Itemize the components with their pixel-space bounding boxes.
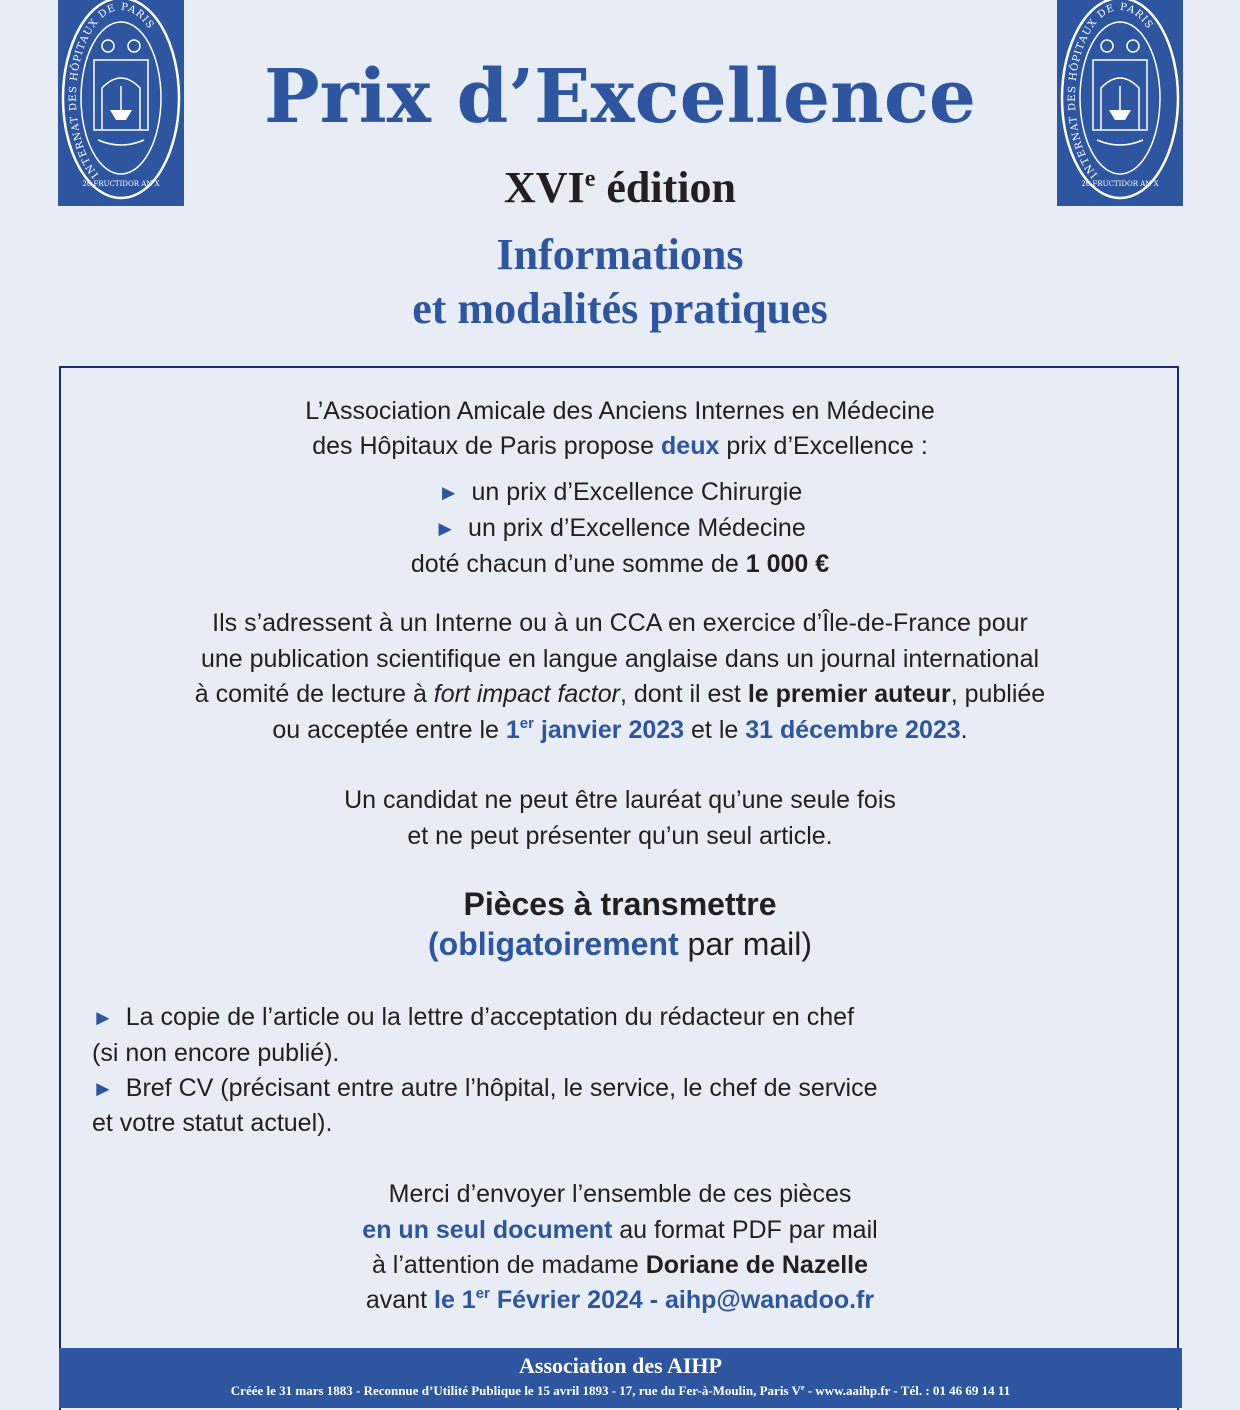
rule-line2: et ne peut présenter qu’un seul article. bbox=[407, 822, 833, 850]
closing-line3 bbox=[0, 1247, 1240, 1283]
end-date: 31 décembre 2023 bbox=[745, 716, 961, 744]
triangle-bullet-icon: ► bbox=[92, 1076, 114, 1101]
text: et le bbox=[684, 716, 746, 744]
italic-text: fort impact factor bbox=[433, 680, 620, 708]
rule-line1: Un candidat ne peut être lauréat qu’une seule fois bbox=[344, 786, 896, 814]
triangle-bullet-icon: ► bbox=[92, 1005, 114, 1030]
subtitle bbox=[0, 228, 1240, 336]
closing-text: au format PDF par mail bbox=[612, 1216, 878, 1244]
footer-details-contact: - www.aaihp.fr - Tél. : 01 46 69 14 11 bbox=[804, 1383, 1011, 1398]
seal-bottom-text: 26 FRUCTIDOR AN X bbox=[1081, 180, 1159, 188]
intro-highlight: deux bbox=[661, 432, 720, 460]
date-day: 1 bbox=[505, 716, 520, 744]
edition-word: édition bbox=[606, 163, 736, 212]
footer-details-sup: e bbox=[800, 1383, 805, 1392]
closing-highlight: en un seul document bbox=[362, 1216, 613, 1244]
prize-label: un prix d’Excellence Chirurgie bbox=[471, 478, 803, 506]
contact-name: Doriane de Nazelle bbox=[645, 1251, 869, 1279]
closing-text: avant bbox=[365, 1286, 434, 1314]
deadline-day: le 1 bbox=[434, 1286, 476, 1314]
bold-text: le premier auteur bbox=[747, 680, 951, 708]
footer bbox=[59, 1348, 1182, 1408]
pieces-heading: Pièces à transmettre bbox=[463, 886, 777, 922]
deadline-rest: Février 2024 - aihp@wanadoo.fr bbox=[489, 1286, 875, 1314]
deadline-sup: er bbox=[475, 1285, 490, 1302]
pieces-subheading bbox=[0, 924, 1240, 964]
intro-text-end: prix d’Excellence : bbox=[719, 432, 928, 460]
closing-line1: Merci d’envoyer l’ensemble de ces pièces bbox=[388, 1180, 852, 1208]
text: ou acceptée entre le bbox=[272, 716, 506, 744]
page-title: Prix d’Excellence bbox=[263, 54, 977, 140]
amount-text: doté chacun d’une somme de bbox=[410, 550, 746, 578]
pieces-item bbox=[92, 1070, 1152, 1107]
text: à comité de lecture à bbox=[194, 680, 434, 708]
edition-sup: e bbox=[584, 166, 596, 192]
eligibility-line1: Ils s’adressent à un Interne ou à un CCA en exercice d’Île-de-France pour bbox=[212, 609, 1028, 637]
intro-text: des Hôpitaux de Paris propose bbox=[312, 432, 662, 460]
footer-details-text: Créée le 31 mars 1883 - Reconnue d’Utilité Publique le 15 avril 1893 - 17, rue du Fer-à-Moulin, Paris V bbox=[230, 1383, 801, 1398]
pieces-item-text: Bref CV (précisant entre autre l’hôpital, le service, le chef de service bbox=[125, 1074, 878, 1102]
seal-ring-text: INTERNAT DES HÔPITAUX DE PARIS bbox=[1066, 1, 1155, 180]
text: , dont il est bbox=[619, 680, 748, 708]
pieces-sub-highlight: (obligatoirement bbox=[427, 926, 679, 962]
prize-label: un prix d’Excellence Médecine bbox=[468, 514, 806, 542]
triangle-bullet-icon: ► bbox=[437, 480, 460, 505]
intro-line2 bbox=[0, 428, 1240, 464]
start-date bbox=[506, 716, 684, 744]
footer-details bbox=[59, 1381, 1182, 1401]
date-sup: er bbox=[519, 715, 534, 732]
eligibility-line2: une publication scientifique en langue anglaise dans un journal international bbox=[200, 645, 1040, 673]
eligibility-line3 bbox=[0, 676, 1240, 712]
subtitle-line2: et modalités pratiques bbox=[412, 284, 828, 333]
edition-number: XVI bbox=[504, 163, 585, 212]
amount-value: 1 000 € bbox=[745, 550, 830, 578]
pieces-sub-text: par mail) bbox=[678, 926, 813, 962]
prize-amount bbox=[0, 546, 1240, 582]
pieces-item-cont: et votre statut actuel). bbox=[92, 1109, 333, 1137]
edition-heading bbox=[0, 160, 1240, 216]
intro-line1: L’Association Amicale des Anciens Internes en Médecine bbox=[305, 397, 935, 425]
closing-line4 bbox=[0, 1282, 1240, 1318]
text: , publiée bbox=[950, 680, 1046, 708]
pieces-item bbox=[92, 999, 1152, 1036]
date-rest: janvier 2023 bbox=[533, 716, 685, 744]
pieces-item-text: La copie de l’article ou la lettre d’acceptation du rédacteur en chef bbox=[125, 1003, 855, 1031]
seal-ring-text: INTERNAT DES HÔPITAUX DE PARIS bbox=[67, 1, 156, 180]
footer-name: Association des AIHP bbox=[519, 1353, 722, 1378]
pieces-item-cont: (si non encore publié). bbox=[92, 1039, 340, 1067]
eligibility-line4 bbox=[0, 712, 1240, 748]
prize-item bbox=[0, 510, 1240, 547]
subtitle-line1: Informations bbox=[496, 230, 744, 279]
triangle-bullet-icon: ► bbox=[434, 516, 457, 541]
closing-line2 bbox=[0, 1212, 1240, 1248]
prize-item bbox=[0, 474, 1240, 511]
deadline-and-email bbox=[434, 1286, 874, 1314]
closing-text: à l’attention de madame bbox=[371, 1251, 646, 1279]
seal-bottom-text: 26 FRUCTIDOR AN X bbox=[82, 180, 160, 188]
text: . bbox=[960, 716, 968, 744]
